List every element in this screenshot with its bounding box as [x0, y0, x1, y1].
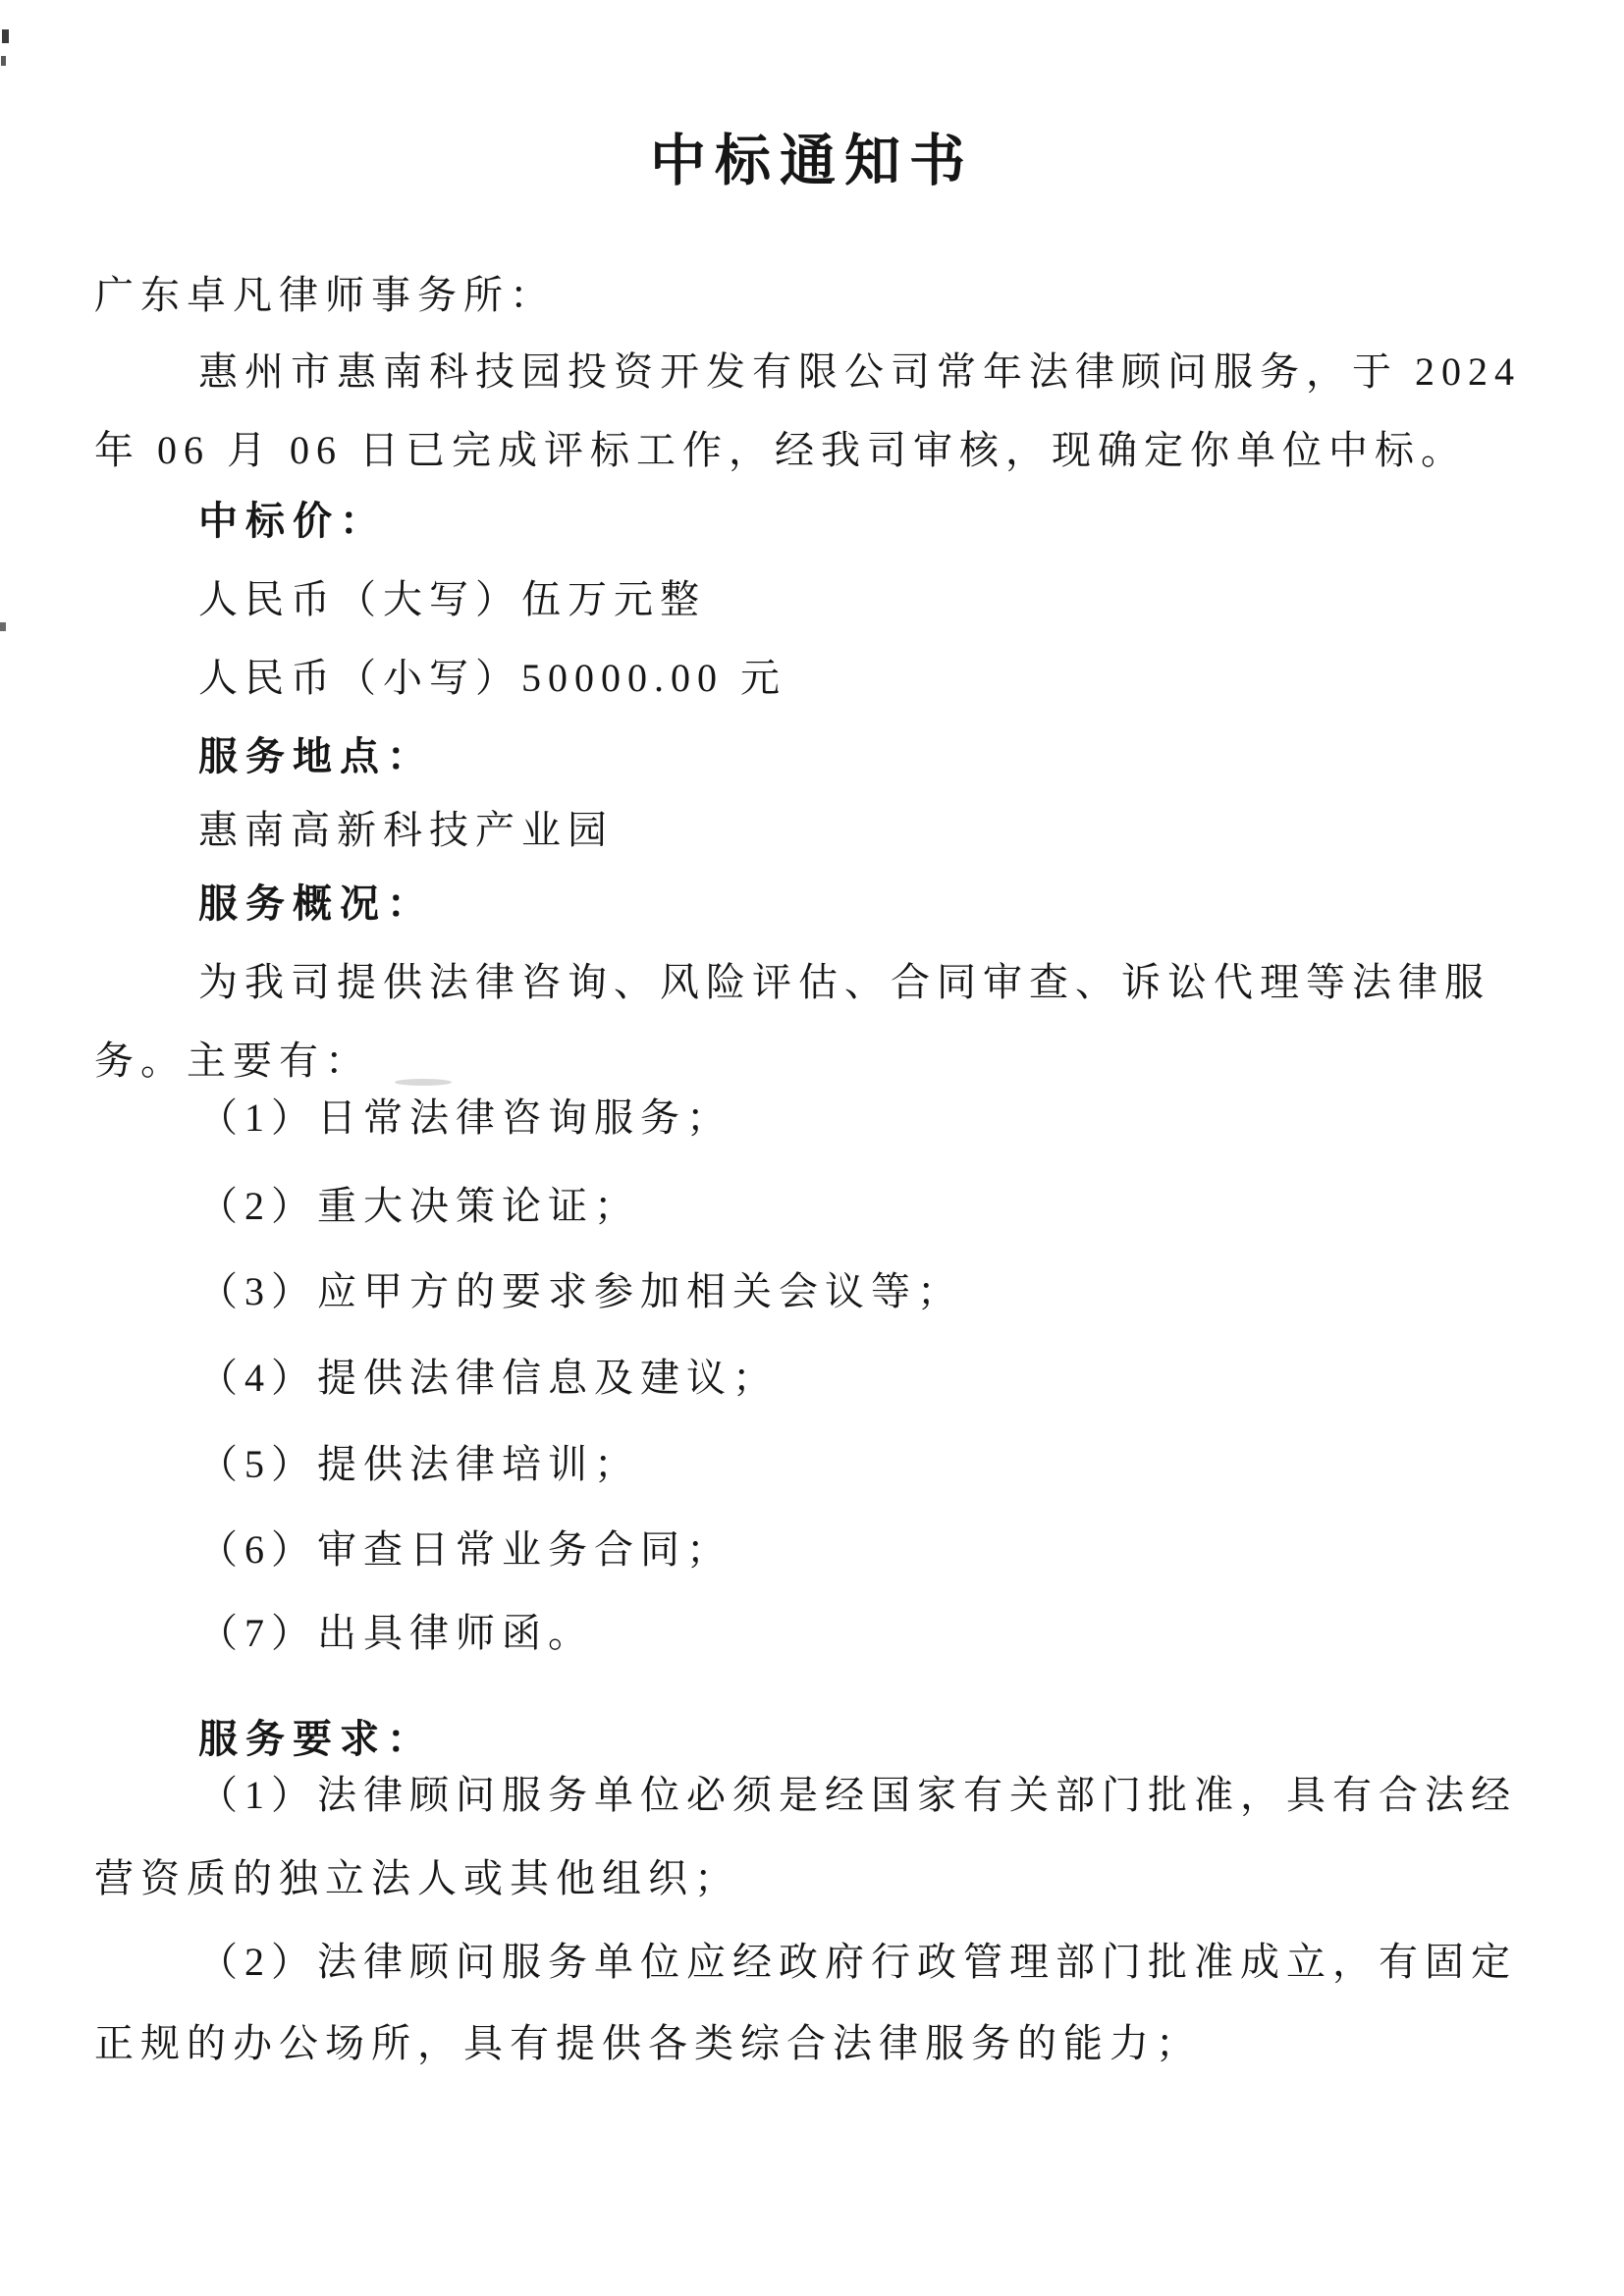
overview-item-7: （7）出具律师函。 — [198, 1611, 594, 1655]
addressee-line: 广东卓凡律师事务所： — [94, 273, 556, 317]
requirement-1-line-1: （1）法律顾问服务单位必须是经国家有关部门批准，具有合法经 — [198, 1773, 1517, 1817]
intro-line-1: 惠州市惠南科技园投资开发有限公司常年法律顾问服务，于 2024 — [198, 349, 1521, 394]
doc-title: 中标通知书 — [650, 130, 974, 192]
overview-item-4: （4）提供法律信息及建议； — [198, 1356, 779, 1400]
requirement-1-line-2: 营资质的独立法人或其他组织； — [94, 1856, 740, 1900]
overview-item-3: （3）应甲方的要求参加相关会议等； — [198, 1269, 963, 1313]
requirement-2-line-1: （2）法律顾问服务单位应经政府行政管理部门批准成立，有固定 — [198, 1940, 1517, 1984]
overview-intro-line-2: 务。主要有： — [94, 1039, 371, 1083]
location-value: 惠南高新科技产业园 — [198, 808, 614, 852]
price-heading: 中标价： — [198, 500, 387, 543]
requirement-2-line-2: 正规的办公场所，具有提供各类综合法律服务的能力； — [94, 2021, 1202, 2065]
overview-item-2: （2）重大决策论证； — [198, 1184, 640, 1228]
overview-heading: 服务概况： — [198, 882, 434, 926]
scan-noise-speck — [2, 29, 9, 43]
scan-noise-speck — [1, 56, 6, 66]
overview-item-5: （5）提供法律培训； — [198, 1442, 640, 1486]
requirements-heading: 服务要求： — [198, 1718, 434, 1761]
overview-item-6: （6）审查日常业务合同； — [198, 1527, 732, 1572]
scan-noise-speck — [395, 1079, 452, 1086]
price-uppercase: 人民币（大写）伍万元整 — [198, 577, 706, 621]
price-lowercase: 人民币（小写）50000.00 元 — [198, 656, 786, 700]
overview-item-1: （1）日常法律咨询服务； — [198, 1095, 732, 1140]
overview-intro-line-1: 为我司提供法律咨询、风险评估、合同审查、诉讼代理等法律服 — [198, 960, 1490, 1004]
location-heading: 服务地点： — [198, 735, 434, 778]
intro-line-2: 年 06 月 06 日已完成评标工作，经我司审核，现确定你单位中标。 — [94, 428, 1467, 472]
scan-noise-speck — [0, 622, 6, 631]
